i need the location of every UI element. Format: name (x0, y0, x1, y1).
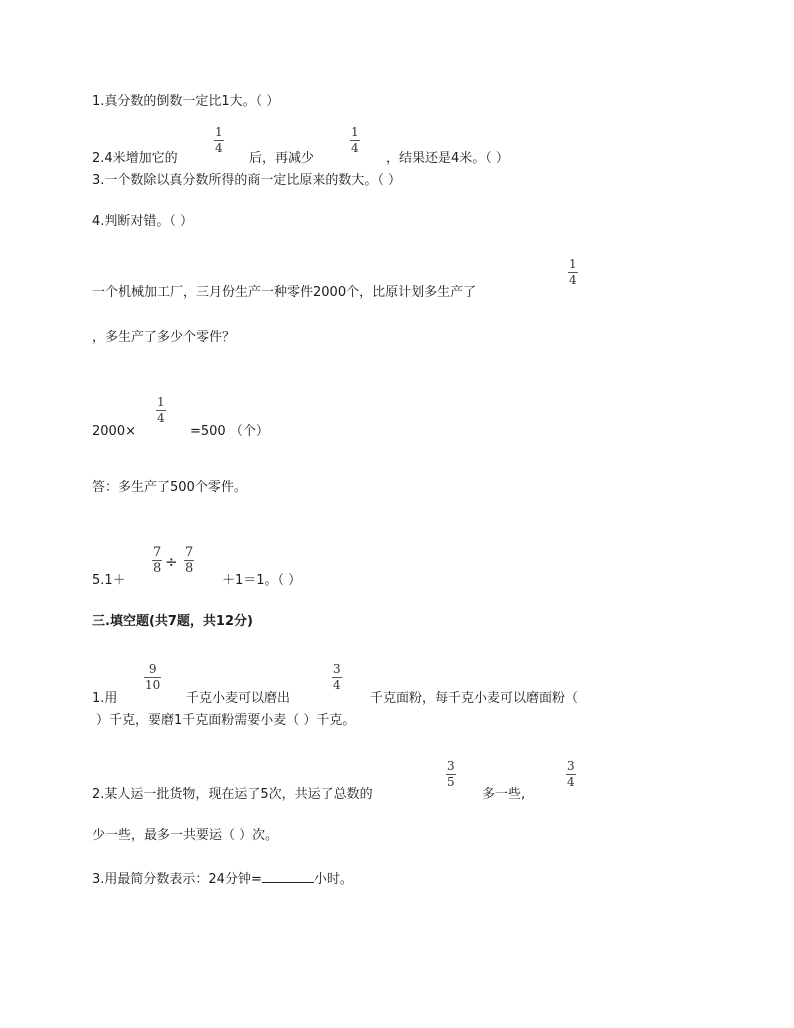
fill-2-line2: 少一些，最多一共要运（ ）次。 (92, 828, 279, 843)
fill-3-suffix: 小时。 (313, 872, 353, 887)
fraction-fill2-a (446, 760, 456, 789)
question-4-calc-right: =500 （个） (190, 424, 269, 439)
denominator: 4 (569, 273, 577, 287)
question-2-part-c: ，结果还是4米。（ ） (386, 151, 509, 166)
numerator: 1 (157, 395, 165, 409)
fill-1-tail: 千克面粉，每千克小麦可以磨面粉（ (370, 691, 579, 706)
denominator: 4 (567, 775, 575, 789)
numerator: 1 (215, 125, 223, 139)
fill-2-mid: 多一些, (482, 787, 526, 802)
question-4-title: 4.判断对错。（ ） (92, 214, 194, 229)
fill-1-prefix: 1.用 (92, 691, 118, 706)
section-heading: 三.填空题(共7题，共12分) (92, 614, 253, 629)
fraction-q2-b (350, 126, 360, 155)
denominator: 4 (157, 411, 165, 425)
fraction-q2-a (214, 126, 224, 155)
question-4-problem-line2: ，多生产了多少个零件？ (92, 330, 236, 345)
denominator: 4 (351, 141, 359, 155)
fill-2-prefix: 2.某人运一批货物，现在运了5次，共运了总数的 (92, 787, 373, 802)
denominator: 8 (153, 561, 162, 576)
denominator: 4 (215, 141, 223, 155)
fraction-fill2-b (566, 760, 576, 789)
fill-3 (92, 870, 353, 888)
fill-3-prefix: 3.用最简分数表示：24分钟= (92, 872, 262, 887)
question-4-problem-line1: 一个机械加工厂，三月份生产一种零件2000个，比原计划多生产了 (92, 285, 477, 300)
fraction-q5-b (184, 546, 194, 575)
question-2-part-b: 后，再减少 (249, 151, 315, 166)
denominator: 10 (145, 678, 161, 692)
question-5-prefix: 5.1＋ (92, 573, 126, 588)
numerator: 7 (153, 545, 162, 560)
fraction-q4-calc (156, 396, 166, 425)
numerator: 3 (447, 759, 455, 773)
numerator: 9 (148, 662, 157, 676)
numerator: 1 (351, 125, 359, 139)
numerator: 3 (567, 759, 575, 773)
fill-1-line2: ）千克，要磨1千克面粉需要小麦（ ）千克。 (96, 713, 356, 728)
question-5-suffix: ＋1＝1。（ ） (222, 573, 302, 588)
fraction-fill1-a (144, 663, 161, 692)
fill-1-mid: 千克小麦可以磨出 (186, 691, 291, 706)
question-4-calc-left: 2000× (92, 424, 136, 439)
denominator: 4 (333, 678, 341, 692)
question-2-part-a: 2.4米增加它的 (92, 151, 178, 166)
denominator: 8 (185, 561, 194, 576)
denominator: 5 (447, 775, 455, 789)
fraction-q4-problem (568, 258, 578, 287)
question-3: 3.一个数除以真分数所得的商一定比原来的数大。（ ） (92, 173, 402, 188)
division-sign: ÷ (165, 553, 178, 571)
answer-blank[interactable] (262, 870, 314, 883)
numerator: 1 (569, 257, 577, 271)
question-1: 1.真分数的倒数一定比1大。（ ） (92, 94, 280, 109)
fraction-q5-a (152, 546, 162, 575)
fraction-fill1-b (332, 663, 342, 692)
numerator: 3 (333, 662, 341, 676)
numerator: 7 (185, 545, 194, 560)
question-4-answer: 答：多生产了500个零件。 (92, 480, 247, 495)
